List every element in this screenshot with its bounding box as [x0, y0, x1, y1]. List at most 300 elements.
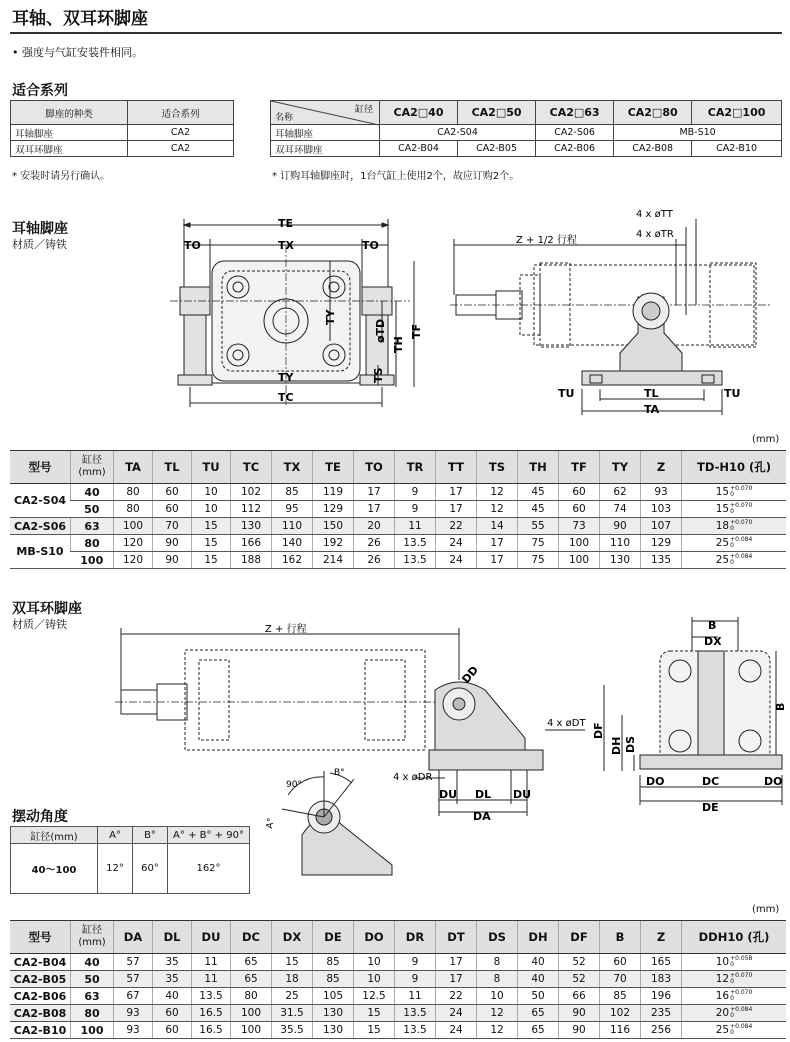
value-cell: 10 [354, 954, 395, 971]
value-cell: 107 [641, 518, 682, 535]
value-cell: 103 [641, 501, 682, 518]
clevis-th: DL [153, 921, 192, 954]
th-mount-type: 脚座的种类 [11, 101, 128, 125]
row-type-series: CA2 [128, 125, 234, 141]
value-cell: 9 [395, 501, 436, 518]
value-cell: 9 [395, 954, 436, 971]
value-cell: 22 [436, 988, 477, 1005]
title-rule [10, 32, 782, 34]
value-cell: 73 [559, 518, 600, 535]
value-cell: 52 [559, 971, 600, 988]
dim-DL: DL [475, 788, 492, 801]
value-cell: 90 [153, 535, 192, 552]
dim-TF: TF [410, 323, 423, 339]
clevis-th: 缸径 (mm) [71, 921, 114, 954]
value-cell: 93 [641, 484, 682, 501]
clevis-heading: 双耳环脚座 [12, 601, 82, 617]
value-cell: 9 [395, 971, 436, 988]
value-cell: 100 [559, 552, 600, 569]
trunnion-th: TY [600, 451, 641, 484]
dim-TH: TH [392, 336, 405, 353]
swing-angle-drawing [262, 765, 412, 885]
clevis-th: DH [518, 921, 559, 954]
trunnion-th: TU [192, 451, 231, 484]
clevis-th: DC [231, 921, 272, 954]
model-cell: CA2-B08 [10, 1005, 71, 1022]
value-cell: 102 [600, 1005, 641, 1022]
model-cell: CA2-S04 [10, 484, 71, 518]
value-cell: 100 [114, 518, 153, 535]
table-row [10, 988, 786, 1005]
trunnion-th: TC [231, 451, 272, 484]
clevis-front-drawing [592, 615, 787, 815]
trunnion-th: TF [559, 451, 600, 484]
corner-bottom-label: 名称 [275, 113, 294, 123]
bore-cell: 100 [71, 1022, 114, 1039]
table-row [10, 552, 786, 569]
value-cell: 65 [518, 1022, 559, 1039]
trunnion-th: TA [114, 451, 153, 484]
value-cell: 60 [153, 484, 192, 501]
dim-Z: Z + 行程 [265, 624, 307, 635]
trunnion-header-row [10, 451, 786, 484]
trunnion-th: TH [518, 451, 559, 484]
value-cell: 26 [354, 535, 395, 552]
trunnion-th: Z [641, 451, 682, 484]
dim-DO: DO [764, 775, 783, 788]
value-cell: 66 [559, 988, 600, 1005]
table-row [10, 954, 786, 971]
value-cell: 70 [600, 971, 641, 988]
swing-bore: 40～100 [11, 844, 98, 894]
tolerance-cell: 25+0.084 0 [682, 1022, 787, 1039]
value-cell: 15 [192, 552, 231, 569]
value-cell: 90 [559, 1005, 600, 1022]
swing-b: 60° [133, 844, 168, 894]
value-cell: 13.5 [192, 988, 231, 1005]
dim-B-v: B [774, 702, 787, 711]
trunnion-th: 型号 [10, 451, 71, 484]
dim-DC: DC [702, 775, 720, 788]
value-cell: 13.5 [395, 1005, 436, 1022]
dim-TT: 4 x øTT [636, 209, 673, 220]
value-cell: 16.5 [192, 1005, 231, 1022]
table-row [10, 1022, 786, 1039]
cell-s06: CA2-S06 [536, 125, 614, 141]
clevis-th: DE [313, 921, 354, 954]
dim-TD: øTD [374, 318, 387, 343]
series-table-models [270, 100, 782, 157]
value-cell: 17 [436, 484, 477, 501]
value-cell: 17 [354, 484, 395, 501]
tolerance-cell: 20+0.084 0 [682, 1005, 787, 1022]
value-cell: 129 [313, 501, 354, 518]
value-cell: 17 [436, 501, 477, 518]
value-cell: 25 [272, 988, 313, 1005]
value-cell: 140 [272, 535, 313, 552]
value-cell: 105 [313, 988, 354, 1005]
row-type-series: CA2 [128, 141, 234, 157]
value-cell: 110 [272, 518, 313, 535]
value-cell: 130 [313, 1005, 354, 1022]
value-cell: 112 [231, 501, 272, 518]
value-cell: 22 [436, 518, 477, 535]
dim-DU: DU [513, 788, 532, 801]
row-label: 双耳环脚座 [271, 141, 380, 157]
trunnion-th: TL [153, 451, 192, 484]
swing-90: 90° [286, 780, 302, 790]
value-cell: 90 [559, 1022, 600, 1039]
clevis-th: Z [641, 921, 682, 954]
order-note: * 订购耳轴脚座时，1台气缸上使用2个，故应订购2个。 [272, 171, 520, 182]
value-cell: 65 [231, 971, 272, 988]
value-cell: 12 [477, 484, 518, 501]
install-note: * 安装时请另行确认。 [12, 171, 111, 182]
clevis-th: DA [114, 921, 153, 954]
dim-TU: TU [558, 387, 575, 400]
series-heading: 适合系列 [12, 83, 68, 99]
value-cell: 24 [436, 552, 477, 569]
value-cell: 100 [231, 1005, 272, 1022]
trunnion-th: TX [272, 451, 313, 484]
dim-Z: Z + 1/2 行程 [516, 235, 577, 246]
cell-s10: MB-S10 [614, 125, 782, 141]
dim-DH: DH [610, 736, 623, 755]
dim-DA: DA [473, 810, 491, 823]
value-cell: 100 [231, 1022, 272, 1039]
value-cell: 13.5 [395, 552, 436, 569]
value-cell: 45 [518, 501, 559, 518]
swing-table [10, 826, 250, 894]
value-cell: 55 [518, 518, 559, 535]
trunnion-th: TE [313, 451, 354, 484]
swing-th: 缸径(mm) [11, 827, 98, 844]
value-cell: 8 [477, 954, 518, 971]
value-cell: 50 [518, 988, 559, 1005]
corner-top-label: 缸径 [354, 105, 373, 115]
value-cell: 40 [518, 971, 559, 988]
row-type-label: 双耳环脚座 [11, 141, 128, 157]
dim-B: B [708, 619, 717, 632]
trunnion-unit: (mm) [752, 434, 780, 445]
row-label: 耳轴脚座 [271, 125, 380, 141]
dim-DR: 4 x øDR [393, 772, 433, 783]
value-cell: 24 [436, 1005, 477, 1022]
cell-model: CA2-B08 [614, 141, 692, 157]
tolerance-cell: 25+0.084 0 [682, 552, 787, 569]
cell-model: CA2-B04 [380, 141, 458, 157]
dim-TO: TO [362, 239, 379, 252]
table-row [10, 484, 786, 501]
value-cell: 10 [192, 501, 231, 518]
value-cell: 162 [272, 552, 313, 569]
value-cell: 135 [641, 552, 682, 569]
model-cell: CA2-B06 [10, 988, 71, 1005]
tolerance-cell: 12+0.070 0 [682, 971, 787, 988]
cell-s04: CA2-S04 [380, 125, 536, 141]
tolerance-cell: 16+0.070 0 [682, 988, 787, 1005]
table-row [10, 1005, 786, 1022]
dim-TC: TC [278, 391, 294, 404]
value-cell: 11 [395, 988, 436, 1005]
dim-DF: DF [592, 722, 605, 739]
dim-TU: TU [724, 387, 741, 400]
value-cell: 45 [518, 484, 559, 501]
value-cell: 17 [354, 501, 395, 518]
th-bore: CA2□50 [458, 101, 536, 125]
value-cell: 110 [600, 535, 641, 552]
dim-DT: 4 x øDT [547, 718, 586, 729]
clevis-th: 型号 [10, 921, 71, 954]
value-cell: 35 [153, 954, 192, 971]
value-cell: 15 [192, 518, 231, 535]
clevis-th: DS [477, 921, 518, 954]
model-cell: CA2-B10 [10, 1022, 71, 1039]
value-cell: 60 [153, 1022, 192, 1039]
value-cell: 80 [114, 501, 153, 518]
value-cell: 40 [153, 988, 192, 1005]
bore-cell: 40 [71, 954, 114, 971]
value-cell: 100 [559, 535, 600, 552]
clevis-th: DX [272, 921, 313, 954]
dim-DE: DE [702, 801, 719, 814]
value-cell: 17 [477, 552, 518, 569]
value-cell: 235 [641, 1005, 682, 1022]
value-cell: 196 [641, 988, 682, 1005]
model-cell: MB-S10 [10, 535, 71, 569]
value-cell: 40 [518, 954, 559, 971]
value-cell: 130 [313, 1022, 354, 1039]
swing-a: 12° [98, 844, 133, 894]
value-cell: 15 [354, 1005, 395, 1022]
strength-note: • 强度与气缸安装件相同。 [12, 46, 143, 59]
value-cell: 166 [231, 535, 272, 552]
value-cell: 60 [559, 484, 600, 501]
value-cell: 15 [272, 954, 313, 971]
value-cell: 150 [313, 518, 354, 535]
value-cell: 26 [354, 552, 395, 569]
value-cell: 130 [231, 518, 272, 535]
value-cell: 119 [313, 484, 354, 501]
value-cell: 62 [600, 484, 641, 501]
tolerance-cell: 15+0.070 0 [682, 484, 787, 501]
clevis-th: DF [559, 921, 600, 954]
bore-cell: 80 [71, 1005, 114, 1022]
series-table-type [10, 100, 234, 157]
tolerance-cell: 18+0.070 0 [682, 518, 787, 535]
value-cell: 17 [477, 535, 518, 552]
page-title: 耳轴、双耳环脚座 [12, 9, 148, 29]
value-cell: 85 [600, 988, 641, 1005]
value-cell: 11 [192, 971, 231, 988]
value-cell: 116 [600, 1022, 641, 1039]
value-cell: 12.5 [354, 988, 395, 1005]
clevis-spec-table [10, 920, 786, 1039]
clevis-header-row [10, 921, 786, 954]
value-cell: 75 [518, 535, 559, 552]
tolerance-cell: 10+0.058 0 [682, 954, 787, 971]
value-cell: 129 [641, 535, 682, 552]
value-cell: 24 [436, 535, 477, 552]
value-cell: 35 [153, 971, 192, 988]
value-cell: 93 [114, 1005, 153, 1022]
trunnion-material: 材质／铸铁 [12, 238, 67, 251]
value-cell: 214 [313, 552, 354, 569]
value-cell: 120 [114, 535, 153, 552]
value-cell: 10 [354, 971, 395, 988]
dim-DX: DX [704, 635, 722, 648]
dim-TA: TA [644, 403, 660, 416]
clevis-th: B [600, 921, 641, 954]
value-cell: 85 [313, 954, 354, 971]
value-cell: 12 [477, 501, 518, 518]
value-cell: 11 [192, 954, 231, 971]
trunnion-th: TT [436, 451, 477, 484]
dim-DS: DS [624, 735, 637, 753]
th-bore: CA2□63 [536, 101, 614, 125]
value-cell: 35.5 [272, 1022, 313, 1039]
value-cell: 9 [395, 484, 436, 501]
tolerance-cell: 25+0.084 0 [682, 535, 787, 552]
dim-TY-v: TY [324, 309, 337, 325]
value-cell: 12 [477, 1005, 518, 1022]
value-cell: 75 [518, 552, 559, 569]
value-cell: 80 [114, 484, 153, 501]
value-cell: 130 [600, 552, 641, 569]
value-cell: 12 [477, 1022, 518, 1039]
trunnion-spec-table [10, 450, 786, 569]
dim-TO: TO [184, 239, 201, 252]
value-cell: 57 [114, 954, 153, 971]
value-cell: 90 [600, 518, 641, 535]
trunnion-th: TO [354, 451, 395, 484]
model-cell: CA2-B05 [10, 971, 71, 988]
value-cell: 85 [313, 971, 354, 988]
value-cell: 24 [436, 1022, 477, 1039]
value-cell: 93 [114, 1022, 153, 1039]
bore-cell: 80 [71, 535, 114, 552]
dim-TX: TX [278, 239, 294, 252]
value-cell: 70 [153, 518, 192, 535]
cell-model: CA2-B06 [536, 141, 614, 157]
dim-TE: TE [278, 217, 294, 230]
value-cell: 192 [313, 535, 354, 552]
clevis-th: DU [192, 921, 231, 954]
clevis-th: DO [354, 921, 395, 954]
value-cell: 17 [436, 971, 477, 988]
value-cell: 13.5 [395, 535, 436, 552]
trunnion-side-drawing [450, 205, 780, 415]
clevis-unit: (mm) [752, 904, 780, 915]
th-bore: CA2□40 [380, 101, 458, 125]
bore-cell: 40 [71, 484, 114, 501]
swing-th: B° [133, 827, 168, 844]
dim-TS: TS [372, 367, 385, 383]
cell-model: CA2-B10 [692, 141, 782, 157]
corner-cell [271, 101, 380, 125]
model-cell: CA2-S06 [10, 518, 71, 535]
dim-DO: DO [646, 775, 665, 788]
trunnion-th: TS [477, 451, 518, 484]
table-row [10, 971, 786, 988]
bore-cell: 50 [71, 501, 114, 518]
value-cell: 57 [114, 971, 153, 988]
value-cell: 20 [354, 518, 395, 535]
value-cell: 102 [231, 484, 272, 501]
value-cell: 256 [641, 1022, 682, 1039]
dim-TR: 4 x øTR [636, 229, 674, 240]
model-cell: CA2-B04 [10, 954, 71, 971]
value-cell: 120 [114, 552, 153, 569]
value-cell: 60 [153, 1005, 192, 1022]
table-row [10, 518, 786, 535]
value-cell: 31.5 [272, 1005, 313, 1022]
value-cell: 18 [272, 971, 313, 988]
dim-TY: TY [278, 371, 294, 384]
trunnion-th: TD-H10 (孔) [682, 451, 787, 484]
value-cell: 65 [518, 1005, 559, 1022]
value-cell: 14 [477, 518, 518, 535]
bore-cell: 100 [71, 552, 114, 569]
th-bore: CA2□80 [614, 101, 692, 125]
value-cell: 90 [153, 552, 192, 569]
value-cell: 60 [153, 501, 192, 518]
clevis-th: DR [395, 921, 436, 954]
bore-cell: 50 [71, 971, 114, 988]
swing-th: A° [98, 827, 133, 844]
value-cell: 67 [114, 988, 153, 1005]
clevis-material: 材质／铸铁 [12, 618, 67, 631]
table-row [10, 535, 786, 552]
clevis-th: DT [436, 921, 477, 954]
clevis-th: DDH10 (孔) [682, 921, 787, 954]
value-cell: 65 [231, 954, 272, 971]
value-cell: 60 [559, 501, 600, 518]
value-cell: 95 [272, 501, 313, 518]
row-type-label: 耳轴脚座 [11, 125, 128, 141]
value-cell: 165 [641, 954, 682, 971]
value-cell: 13.5 [395, 1022, 436, 1039]
swing-a-label: A° [265, 817, 277, 830]
value-cell: 10 [477, 988, 518, 1005]
value-cell: 10 [192, 484, 231, 501]
value-cell: 8 [477, 971, 518, 988]
value-cell: 11 [395, 518, 436, 535]
cell-model: CA2-B05 [458, 141, 536, 157]
tolerance-cell: 15+0.070 0 [682, 501, 787, 518]
trunnion-front-drawing [170, 215, 423, 410]
value-cell: 16.5 [192, 1022, 231, 1039]
th-series: 适合系列 [128, 101, 234, 125]
value-cell: 188 [231, 552, 272, 569]
value-cell: 15 [192, 535, 231, 552]
bore-cell: 63 [71, 518, 114, 535]
table-row [10, 501, 786, 518]
swing-th: A° + B° + 90° [168, 827, 250, 844]
dim-DD: DD [459, 663, 482, 686]
value-cell: 80 [231, 988, 272, 1005]
value-cell: 60 [600, 954, 641, 971]
trunnion-heading: 耳轴脚座 [12, 221, 68, 237]
value-cell: 15 [354, 1022, 395, 1039]
value-cell: 74 [600, 501, 641, 518]
value-cell: 183 [641, 971, 682, 988]
trunnion-th: TR [395, 451, 436, 484]
swing-heading: 摆动角度 [12, 809, 68, 825]
value-cell: 52 [559, 954, 600, 971]
swing-b-label: B° [334, 768, 345, 778]
value-cell: 17 [436, 954, 477, 971]
